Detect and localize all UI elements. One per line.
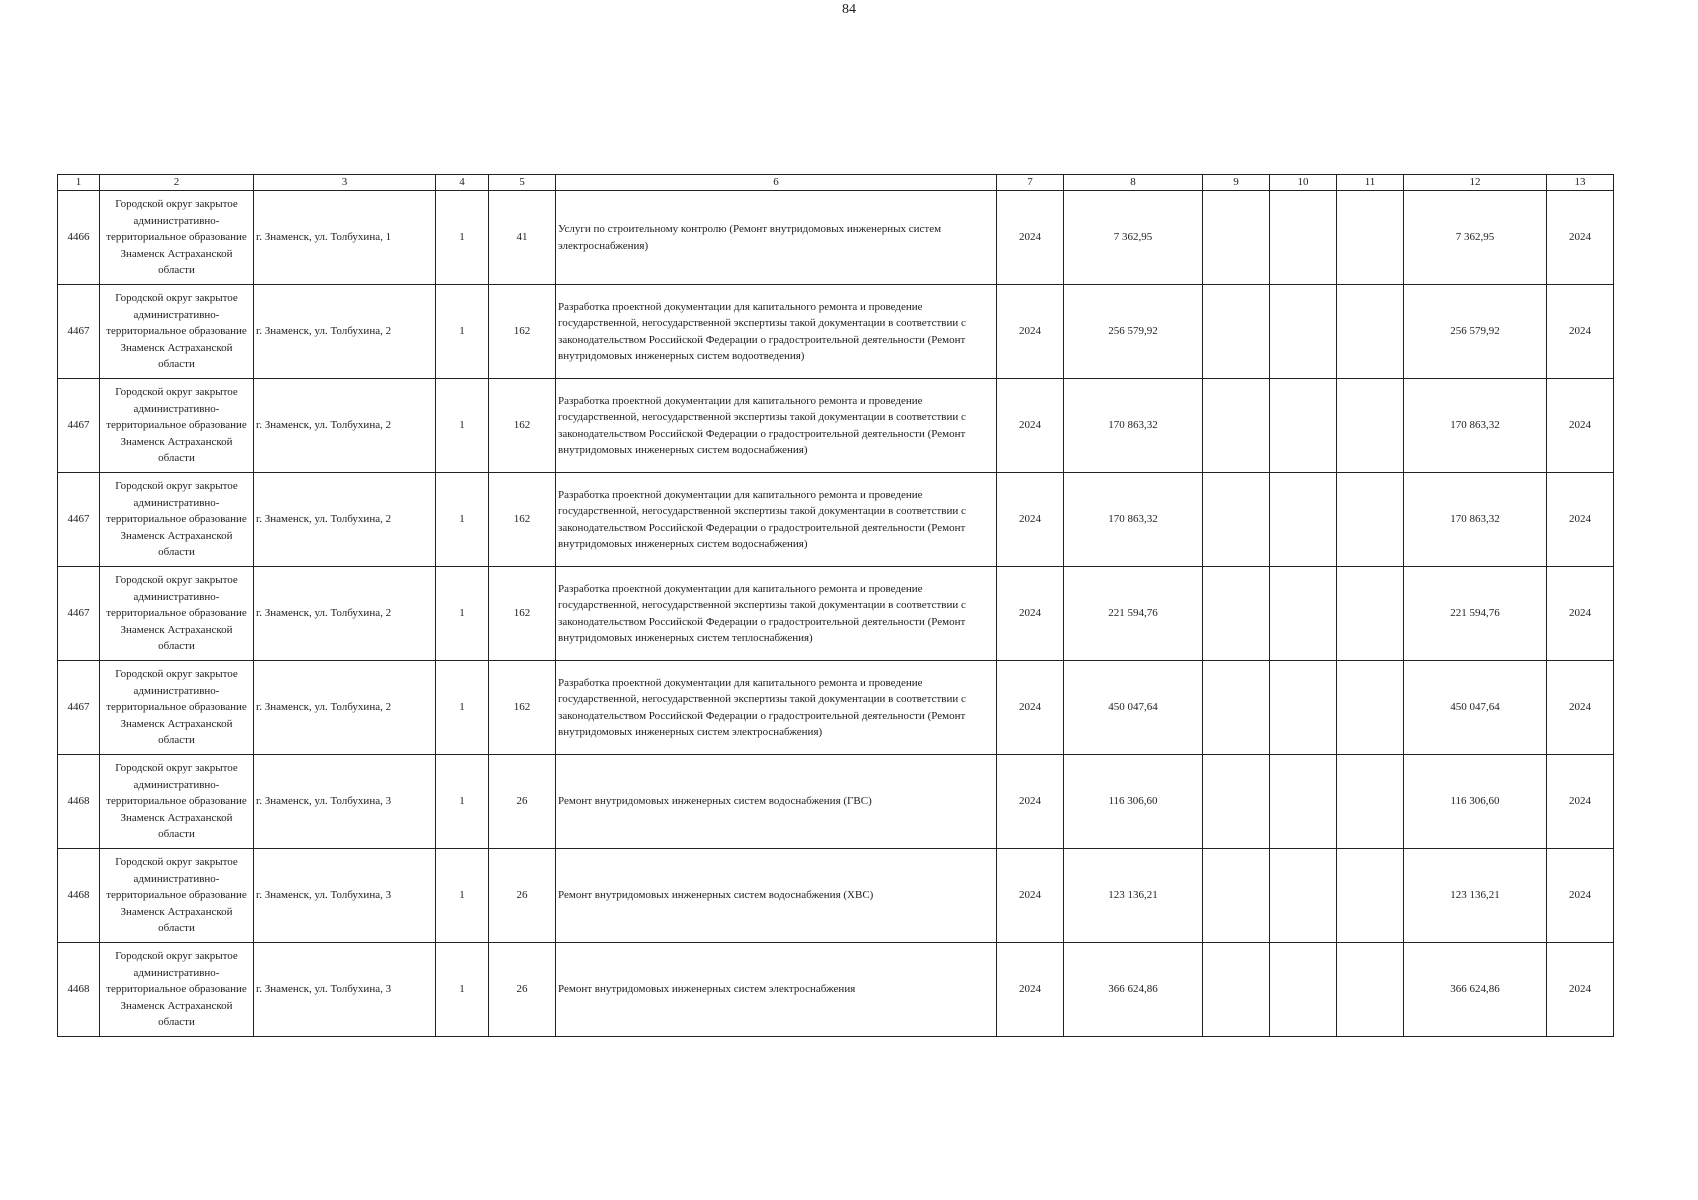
table-body bbox=[58, 191, 1614, 1037]
table-row bbox=[58, 473, 1614, 567]
table-row bbox=[58, 379, 1614, 473]
cell-row-number: 4467 bbox=[58, 379, 100, 473]
cell-completion-year: 2024 bbox=[1547, 755, 1614, 849]
column-header-10: 10 bbox=[1270, 175, 1337, 191]
cell-col-5-value: 162 bbox=[489, 285, 556, 379]
cell-col-4-value: 1 bbox=[436, 755, 489, 849]
cell-col-11-value bbox=[1337, 285, 1404, 379]
cell-work-description: Разработка проектной документации для капитального ремонта и проведение государственной, негосударственной экспертизы такой документации в соответствии с законодательством Российской Федерации о градостроительной деятельности (Ремонт внутридомовых инженерных систем электроснабжения) bbox=[556, 661, 997, 755]
cell-cost-col-12: 221 594,76 bbox=[1404, 567, 1547, 661]
cell-col-9-value bbox=[1203, 755, 1270, 849]
cell-cost-col-12: 116 306,60 bbox=[1404, 755, 1547, 849]
cell-work-description: Ремонт внутридомовых инженерных систем водоснабжения (ХВС) bbox=[556, 849, 997, 943]
cell-col-10-value bbox=[1270, 567, 1337, 661]
cell-municipality: Городской округ закрытое административно-территориальное образование Знаменск Астраханской области bbox=[100, 849, 254, 943]
cell-col-9-value bbox=[1203, 285, 1270, 379]
cell-col-5-value: 162 bbox=[489, 567, 556, 661]
cell-col-11-value bbox=[1337, 567, 1404, 661]
cell-completion-year: 2024 bbox=[1547, 849, 1614, 943]
table-row bbox=[58, 943, 1614, 1037]
cell-row-number: 4468 bbox=[58, 849, 100, 943]
cell-col-10-value bbox=[1270, 379, 1337, 473]
cell-year: 2024 bbox=[997, 285, 1064, 379]
cell-year: 2024 bbox=[997, 943, 1064, 1037]
cell-col-11-value bbox=[1337, 379, 1404, 473]
cell-work-description: Разработка проектной документации для капитального ремонта и проведение государственной, негосударственной экспертизы такой документации в соответствии с законодательством Российской Федерации о градостроительной деятельности (Ремонт внутридомовых инженерных систем теплоснабжения) bbox=[556, 567, 997, 661]
cell-address: г. Знаменск, ул. Толбухина, 3 bbox=[254, 943, 436, 1037]
cell-work-description: Разработка проектной документации для капитального ремонта и проведение государственной, негосударственной экспертизы такой документации в соответствии с законодательством Российской Федерации о градостроительной деятельности (Ремонт внутридомовых инженерных систем водоснабжения) bbox=[556, 379, 997, 473]
cell-col-11-value bbox=[1337, 473, 1404, 567]
cell-address: г. Знаменск, ул. Толбухина, 2 bbox=[254, 473, 436, 567]
column-header-6: 6 bbox=[556, 175, 997, 191]
cell-municipality: Городской округ закрытое административно-территориальное образование Знаменск Астраханской области bbox=[100, 567, 254, 661]
cell-row-number: 4467 bbox=[58, 473, 100, 567]
table-row bbox=[58, 755, 1614, 849]
cell-municipality: Городской округ закрытое административно-территориальное образование Знаменск Астраханской области bbox=[100, 379, 254, 473]
cell-municipality: Городской округ закрытое административно-территориальное образование Знаменск Астраханской области bbox=[100, 191, 254, 285]
cell-col-11-value bbox=[1337, 943, 1404, 1037]
cell-row-number: 4467 bbox=[58, 661, 100, 755]
cell-cost-col-12: 256 579,92 bbox=[1404, 285, 1547, 379]
cell-total-cost: 221 594,76 bbox=[1064, 567, 1203, 661]
cell-address: г. Знаменск, ул. Толбухина, 2 bbox=[254, 379, 436, 473]
cell-total-cost: 366 624,86 bbox=[1064, 943, 1203, 1037]
cell-row-number: 4468 bbox=[58, 755, 100, 849]
cell-address: г. Знаменск, ул. Толбухина, 2 bbox=[254, 285, 436, 379]
cell-col-5-value: 26 bbox=[489, 755, 556, 849]
cell-address: г. Знаменск, ул. Толбухина, 1 bbox=[254, 191, 436, 285]
cell-year: 2024 bbox=[997, 567, 1064, 661]
cell-col-9-value bbox=[1203, 191, 1270, 285]
cell-total-cost: 123 136,21 bbox=[1064, 849, 1203, 943]
cell-completion-year: 2024 bbox=[1547, 285, 1614, 379]
cell-col-10-value bbox=[1270, 473, 1337, 567]
cell-col-10-value bbox=[1270, 191, 1337, 285]
cell-col-4-value: 1 bbox=[436, 849, 489, 943]
cell-col-4-value: 1 bbox=[436, 943, 489, 1037]
cell-col-5-value: 162 bbox=[489, 473, 556, 567]
cell-row-number: 4467 bbox=[58, 567, 100, 661]
cell-total-cost: 450 047,64 bbox=[1064, 661, 1203, 755]
cell-address: г. Знаменск, ул. Толбухина, 2 bbox=[254, 567, 436, 661]
cell-address: г. Знаменск, ул. Толбухина, 2 bbox=[254, 661, 436, 755]
cell-cost-col-12: 450 047,64 bbox=[1404, 661, 1547, 755]
cell-row-number: 4466 bbox=[58, 191, 100, 285]
cell-work-description: Услуги по строительному контролю (Ремонт внутридомовых инженерных систем электроснабжения) bbox=[556, 191, 997, 285]
cell-col-5-value: 26 bbox=[489, 943, 556, 1037]
cell-col-5-value: 162 bbox=[489, 661, 556, 755]
cell-col-4-value: 1 bbox=[436, 191, 489, 285]
cell-total-cost: 7 362,95 bbox=[1064, 191, 1203, 285]
table-row bbox=[58, 567, 1614, 661]
cell-year: 2024 bbox=[997, 755, 1064, 849]
cell-municipality: Городской округ закрытое административно-территориальное образование Знаменск Астраханской области bbox=[100, 755, 254, 849]
column-header-2: 2 bbox=[100, 175, 254, 191]
column-header-11: 11 bbox=[1337, 175, 1404, 191]
cell-municipality: Городской округ закрытое административно-территориальное образование Знаменск Астраханской области bbox=[100, 661, 254, 755]
cell-col-9-value bbox=[1203, 661, 1270, 755]
cell-col-4-value: 1 bbox=[436, 473, 489, 567]
cell-completion-year: 2024 bbox=[1547, 473, 1614, 567]
cell-work-description: Ремонт внутридомовых инженерных систем электроснабжения bbox=[556, 943, 997, 1037]
table-row bbox=[58, 191, 1614, 285]
cell-cost-col-12: 170 863,32 bbox=[1404, 473, 1547, 567]
column-header-1: 1 bbox=[58, 175, 100, 191]
cell-municipality: Городской округ закрытое административно-территориальное образование Знаменск Астраханской области bbox=[100, 473, 254, 567]
cell-row-number: 4468 bbox=[58, 943, 100, 1037]
cell-cost-col-12: 366 624,86 bbox=[1404, 943, 1547, 1037]
cell-col-4-value: 1 bbox=[436, 285, 489, 379]
cell-col-10-value bbox=[1270, 755, 1337, 849]
column-header-3: 3 bbox=[254, 175, 436, 191]
cell-completion-year: 2024 bbox=[1547, 567, 1614, 661]
column-header-9: 9 bbox=[1203, 175, 1270, 191]
cell-work-description: Ремонт внутридомовых инженерных систем водоснабжения (ГВС) bbox=[556, 755, 997, 849]
cell-col-10-value bbox=[1270, 849, 1337, 943]
cell-year: 2024 bbox=[997, 661, 1064, 755]
cell-total-cost: 256 579,92 bbox=[1064, 285, 1203, 379]
cell-col-11-value bbox=[1337, 755, 1404, 849]
cell-year: 2024 bbox=[997, 191, 1064, 285]
cell-col-9-value bbox=[1203, 473, 1270, 567]
cell-cost-col-12: 123 136,21 bbox=[1404, 849, 1547, 943]
column-header-4: 4 bbox=[436, 175, 489, 191]
cell-cost-col-12: 170 863,32 bbox=[1404, 379, 1547, 473]
cell-col-4-value: 1 bbox=[436, 567, 489, 661]
cell-total-cost: 116 306,60 bbox=[1064, 755, 1203, 849]
table-row bbox=[58, 849, 1614, 943]
cell-completion-year: 2024 bbox=[1547, 191, 1614, 285]
column-header-8: 8 bbox=[1064, 175, 1203, 191]
cell-year: 2024 bbox=[997, 473, 1064, 567]
cell-municipality: Городской округ закрытое административно-территориальное образование Знаменск Астраханской области bbox=[100, 285, 254, 379]
capital-repair-table bbox=[57, 174, 1614, 1037]
table-row bbox=[58, 285, 1614, 379]
cell-col-11-value bbox=[1337, 849, 1404, 943]
cell-work-description: Разработка проектной документации для капитального ремонта и проведение государственной, негосударственной экспертизы такой документации в соответствии с законодательством Российской Федерации о градостроительной деятельности (Ремонт внутридомовых инженерных систем водоснабжения) bbox=[556, 473, 997, 567]
cell-col-5-value: 41 bbox=[489, 191, 556, 285]
cell-address: г. Знаменск, ул. Толбухина, 3 bbox=[254, 755, 436, 849]
cell-col-10-value bbox=[1270, 285, 1337, 379]
cell-completion-year: 2024 bbox=[1547, 943, 1614, 1037]
cell-row-number: 4467 bbox=[58, 285, 100, 379]
column-header-7: 7 bbox=[997, 175, 1064, 191]
table-row bbox=[58, 661, 1614, 755]
cell-col-9-value bbox=[1203, 849, 1270, 943]
cell-municipality: Городской округ закрытое административно-территориальное образование Знаменск Астраханской области bbox=[100, 943, 254, 1037]
cell-col-5-value: 162 bbox=[489, 379, 556, 473]
cell-col-4-value: 1 bbox=[436, 661, 489, 755]
cell-completion-year: 2024 bbox=[1547, 379, 1614, 473]
cell-year: 2024 bbox=[997, 849, 1064, 943]
cell-work-description: Разработка проектной документации для капитального ремонта и проведение государственной, негосударственной экспертизы такой документации в соответствии с законодательством Российской Федерации о градостроительной деятельности (Ремонт внутридомовых инженерных систем водоотведения) bbox=[556, 285, 997, 379]
cell-col-10-value bbox=[1270, 943, 1337, 1037]
cell-col-10-value bbox=[1270, 661, 1337, 755]
cell-total-cost: 170 863,32 bbox=[1064, 473, 1203, 567]
header-row bbox=[58, 175, 1614, 191]
cell-col-11-value bbox=[1337, 661, 1404, 755]
page-number: 84 bbox=[842, 2, 856, 17]
cell-col-4-value: 1 bbox=[436, 379, 489, 473]
cell-col-9-value bbox=[1203, 943, 1270, 1037]
cell-address: г. Знаменск, ул. Толбухина, 3 bbox=[254, 849, 436, 943]
cell-completion-year: 2024 bbox=[1547, 661, 1614, 755]
column-header-5: 5 bbox=[489, 175, 556, 191]
cell-col-5-value: 26 bbox=[489, 849, 556, 943]
cell-col-11-value bbox=[1337, 191, 1404, 285]
cell-cost-col-12: 7 362,95 bbox=[1404, 191, 1547, 285]
cell-year: 2024 bbox=[997, 379, 1064, 473]
cell-col-9-value bbox=[1203, 567, 1270, 661]
cell-col-9-value bbox=[1203, 379, 1270, 473]
column-header-13: 13 bbox=[1547, 175, 1614, 191]
cell-total-cost: 170 863,32 bbox=[1064, 379, 1203, 473]
column-header-12: 12 bbox=[1404, 175, 1547, 191]
